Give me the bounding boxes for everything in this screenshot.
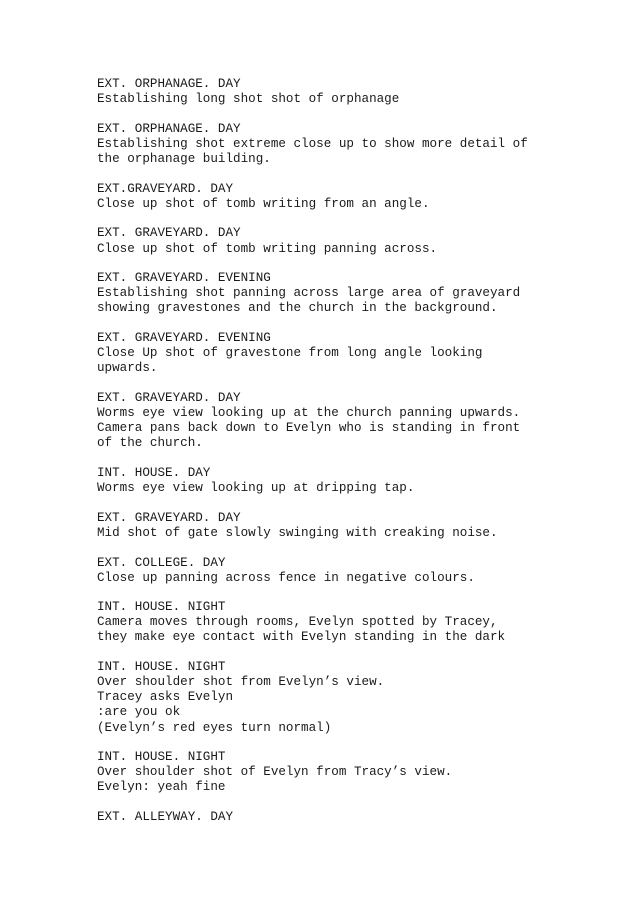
- scene-heading: EXT. ORPHANAGE. DAY: [97, 77, 241, 91]
- scene-heading: EXT. GRAVEYARD. DAY: [97, 226, 241, 241]
- scene-block: [97, 511, 617, 541]
- scene-action-line: showing gravestones and the church in the background.: [97, 301, 498, 316]
- scene-block: [97, 271, 617, 316]
- scene-block: [97, 810, 617, 825]
- scene-block: [97, 660, 617, 735]
- scene-block: [97, 466, 617, 496]
- scene-heading: EXT. GRAVEYARD. EVENING: [97, 271, 271, 286]
- scene-heading: INT. HOUSE. NIGHT: [97, 600, 226, 615]
- scene-action-line: they make eye contact with Evelyn standing in the dark: [97, 630, 506, 645]
- scene-block: [97, 77, 617, 107]
- scene-action-line: Close up shot of tomb writing panning across.: [97, 241, 438, 256]
- scene-action-line: (Evelyn’s red eyes turn normal): [97, 720, 332, 735]
- scene-heading: INT. HOUSE. DAY: [97, 465, 211, 480]
- scene-action-line: Worms eye view looking up at dripping tap.: [97, 481, 415, 496]
- scene-heading: EXT.GRAVEYARD. DAY: [97, 181, 234, 196]
- scene-action-line: Evelyn: yeah fine: [97, 780, 226, 795]
- scene-block: [97, 750, 617, 795]
- scene-heading: EXT. GRAVEYARD. EVENING: [97, 331, 271, 346]
- scene-block: [97, 556, 617, 586]
- scene-action-line: Over shoulder shot of Evelyn from Tracy’s view.: [97, 765, 453, 780]
- scene-action-line: Establishing long shot shot of orphanage: [97, 92, 400, 107]
- scene-action-line: of the church.: [97, 436, 203, 451]
- scene-heading: EXT. GRAVEYARD. DAY: [97, 390, 241, 405]
- scene-action-line: :are you ok: [97, 705, 181, 720]
- scene-action-line: Close up panning across fence in negative colours.: [97, 570, 475, 585]
- scene-action-line: Worms eye view looking up at the church panning upwards.: [97, 406, 521, 421]
- screenplay-text: [97, 77, 617, 840]
- scene-action-line: Establishing shot extreme close up to show more detail of: [97, 136, 528, 151]
- scene-action-line: upwards.: [97, 361, 158, 376]
- scene-block: [97, 600, 617, 645]
- scene-action-line: Mid shot of gate slowly swinging with creaking noise.: [97, 525, 498, 540]
- scene-action-line: Close up shot of tomb writing from an angle.: [97, 196, 430, 211]
- scene-action-line: Tracey asks Evelyn: [97, 690, 234, 705]
- scene-heading: EXT. COLLEGE. DAY: [97, 555, 226, 570]
- scene-heading: EXT. GRAVEYARD. DAY: [97, 510, 241, 525]
- scene-action-line: Camera moves through rooms, Evelyn spotted by Tracey,: [97, 615, 498, 630]
- scene-block: [97, 331, 617, 376]
- scene-heading: EXT. ALLEYWAY. DAY: [97, 810, 234, 825]
- scene-heading: INT. HOUSE. NIGHT: [97, 660, 226, 675]
- scene-action-line: Close Up shot of gravestone from long angle looking: [97, 346, 483, 361]
- scene-action-line: Over shoulder shot from Evelyn’s view.: [97, 675, 385, 690]
- scene-block: [97, 391, 617, 451]
- scene-action-line: the orphanage building.: [97, 151, 271, 166]
- scene-action-line: Camera pans back down to Evelyn who is standing in front: [97, 421, 521, 436]
- scene-block: [97, 122, 617, 167]
- scene-action-line: Establishing shot panning across large area of graveyard: [97, 286, 521, 301]
- scene-heading: EXT. ORPHANAGE. DAY: [97, 121, 241, 136]
- scene-heading: INT. HOUSE. NIGHT: [97, 750, 226, 765]
- scene-block: [97, 226, 617, 256]
- scene-block: [97, 182, 617, 212]
